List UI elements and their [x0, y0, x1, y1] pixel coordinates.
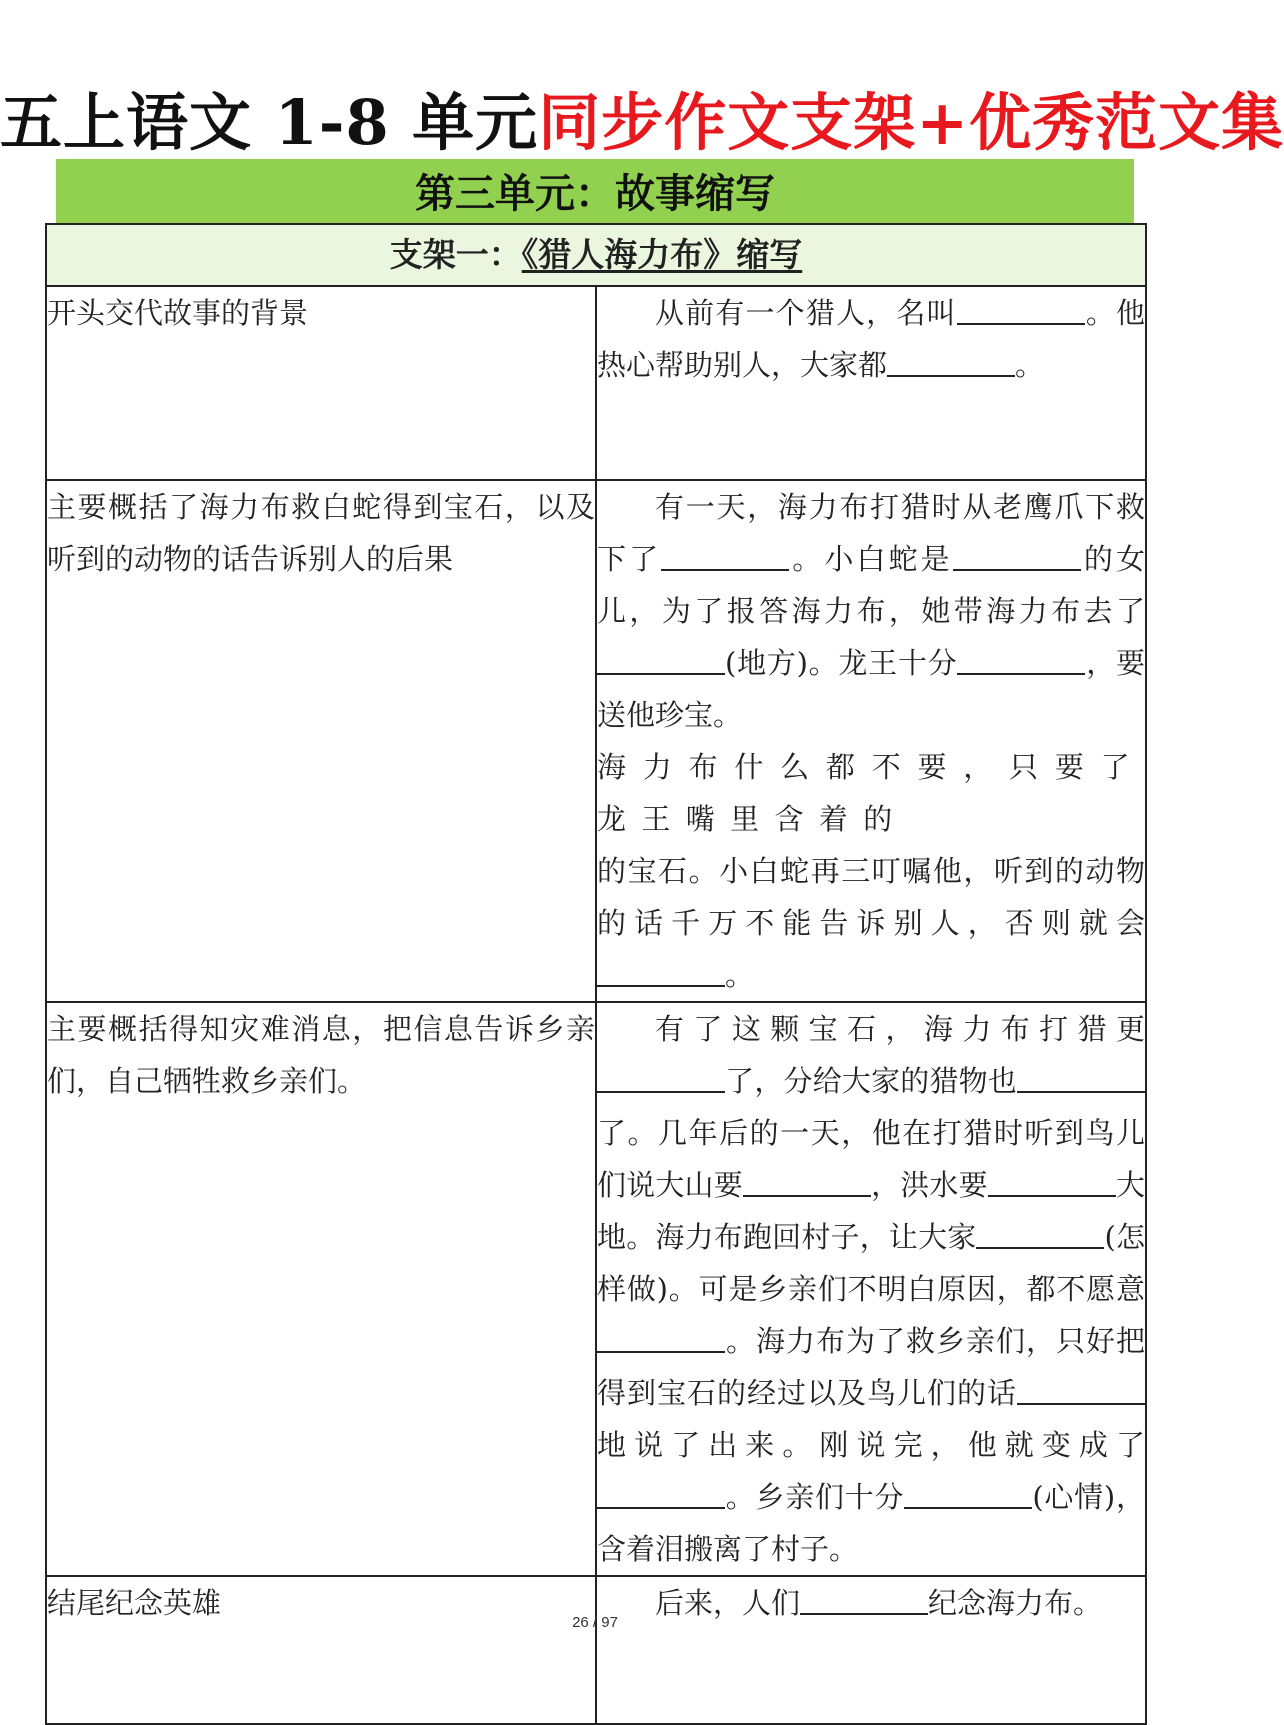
fill-blank[interactable]: [597, 1062, 725, 1093]
text-segment: 。小白蛇是: [789, 542, 953, 576]
fill-blank[interactable]: [976, 1218, 1104, 1249]
text-segment: 。乡亲们十分: [725, 1480, 905, 1514]
text-segment: 的宝石。小白蛇再三叮嘱他，听到的动物的话千万不能告诉别人，否则就会: [597, 854, 1145, 940]
text-segment: ，要送他珍宝。: [597, 646, 1145, 732]
fill-blank[interactable]: [953, 540, 1081, 571]
fill-blank[interactable]: [988, 1166, 1116, 1197]
row-label: 结尾纪念英雄: [46, 1576, 596, 1724]
fill-blank[interactable]: [597, 1478, 725, 1509]
frame-title-main: 《猎人海力布》缩写: [521, 235, 803, 274]
fill-blank[interactable]: [743, 1166, 871, 1197]
text-segment: 地说了出来。刚说完，他就变成了: [597, 1428, 1145, 1462]
text-segment: ，洪水要: [870, 1168, 988, 1202]
text-segment: 纪念海力布。: [928, 1586, 1103, 1620]
page-number: 26 / 97: [572, 1614, 618, 1631]
text-segment: 。他热心帮助别人，大家都: [597, 296, 1145, 382]
text-segment: 有了这颗宝石，海力布打猎更: [655, 1012, 1145, 1046]
row-label: 主要概括了海力布救白蛇得到宝石，以及听到的动物的话告诉别人的后果: [46, 480, 596, 1002]
fill-blank[interactable]: [661, 540, 789, 571]
text-segment: 后来，人们: [655, 1586, 801, 1620]
frame-title-prefix: 支架一：: [389, 235, 522, 274]
fill-blank[interactable]: [904, 1478, 1032, 1509]
spread-text-line: 海力布什么都不要，只要了龙王嘴里含着的: [597, 750, 1145, 836]
text-segment: 。: [1015, 348, 1045, 382]
unit-banner: 第三单元：故事缩写: [56, 159, 1134, 223]
document-title: [0, 82, 1284, 164]
text-segment: 的女儿，为了报答海力布，她带海力布去了: [597, 542, 1145, 628]
table-row: [46, 1002, 1146, 1576]
row-content: [596, 286, 1146, 480]
fill-blank[interactable]: [597, 644, 725, 675]
fill-blank[interactable]: [1017, 1062, 1145, 1093]
fill-blank[interactable]: [887, 346, 1015, 377]
text-segment: 从前有一个猎人，名叫: [655, 296, 957, 330]
row-label: 主要概括得知灾难消息，把信息告诉乡亲们，自己牺牲救乡亲们。: [46, 1002, 596, 1576]
text-segment: 了，分给大家的猎物也: [725, 1064, 1017, 1098]
text-segment: (心情)，含着泪搬离了村子。: [597, 1480, 1145, 1566]
text-segment: (地方)。龙王十分: [725, 646, 958, 680]
text-segment: 。: [725, 958, 755, 992]
fill-blank[interactable]: [957, 644, 1085, 675]
text-segment: 了。几年后的一天，他在打猎时听到鸟儿们说大山要: [597, 1116, 1145, 1202]
fill-blank[interactable]: [597, 1322, 725, 1353]
frame-title: [46, 224, 1146, 286]
fill-blank[interactable]: [1017, 1374, 1145, 1405]
text-segment: 大地。海力布跑回村子，让大家: [597, 1168, 1145, 1254]
table-row: [46, 1576, 1146, 1724]
fill-blank[interactable]: [957, 294, 1085, 325]
row-content: [596, 480, 1146, 1002]
row-content: [596, 1002, 1146, 1576]
fill-blank[interactable]: [800, 1584, 928, 1615]
table-row: [46, 480, 1146, 1002]
row-label: 开头交代故事的背景: [46, 286, 596, 480]
row-content: [596, 1576, 1146, 1724]
fill-blank[interactable]: [597, 956, 725, 987]
text-segment: 有一天，海力布打猎时从老鹰爪下救下了: [597, 490, 1145, 576]
title-part-red: 同步作文支架+优秀范文集: [538, 86, 1284, 159]
title-part-black: 五上语文 1-8 单元: [0, 86, 539, 159]
text-segment: 。海力布为了救乡亲们，只好把得到宝石的经过以及鸟儿们的话: [597, 1324, 1145, 1410]
table-row: [46, 286, 1146, 480]
writing-frame-table: [45, 223, 1147, 1725]
text-segment: (怎样做)。可是乡亲们不明白原因，都不愿意: [597, 1220, 1145, 1306]
